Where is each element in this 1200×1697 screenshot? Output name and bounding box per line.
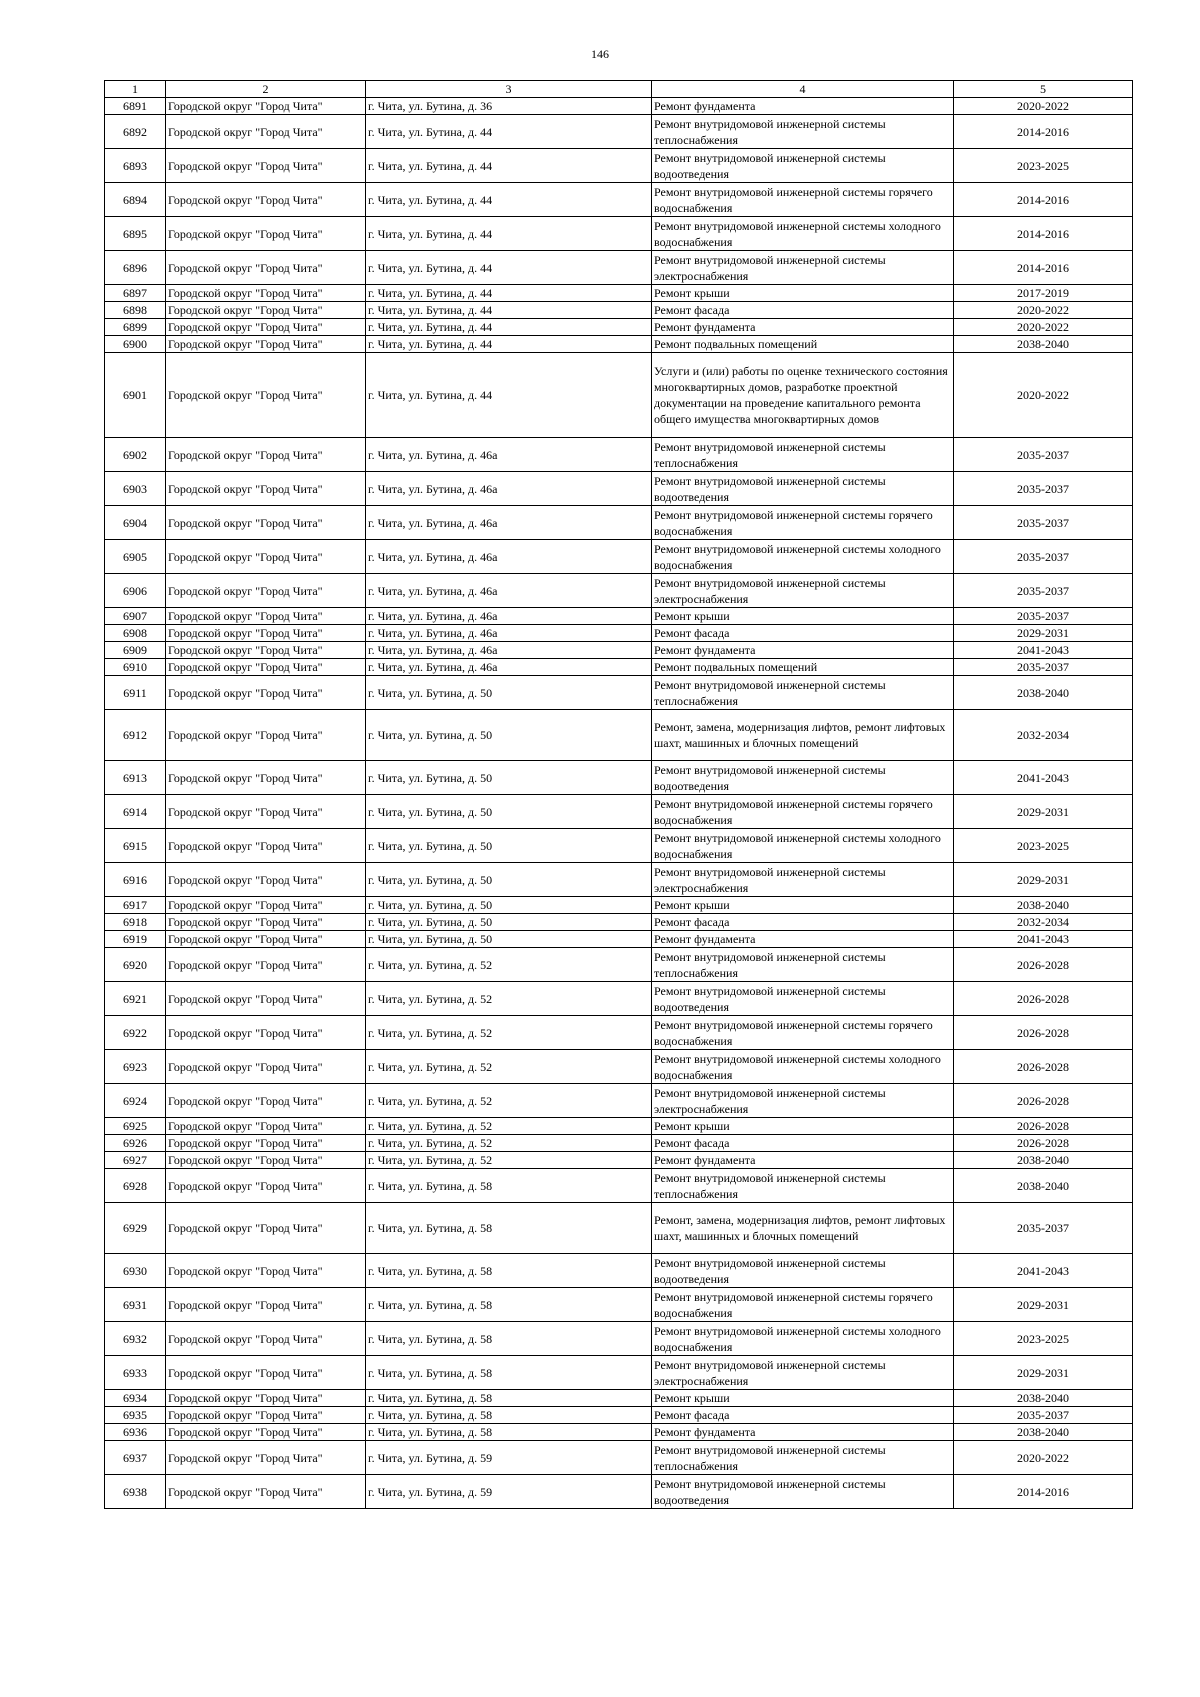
municipality-cell: Городской округ "Город Чита": [166, 1050, 366, 1084]
work-type-cell: Ремонт внутридомовой инженерной системы горячего водоснабжения: [652, 183, 954, 217]
work-type-cell: Ремонт, замена, модернизация лифтов, ремонт лифтовых шахт, машинных и блочных помещений: [652, 1203, 954, 1254]
address-cell: г. Чита, ул. Бутина, д. 46а: [366, 540, 652, 574]
municipality-cell: Городской округ "Город Чита": [166, 251, 366, 285]
row-number: 6914: [105, 795, 166, 829]
municipality-cell: Городской округ "Город Чита": [166, 506, 366, 540]
municipality-cell: Городской округ "Город Чита": [166, 336, 366, 353]
work-type-cell: Ремонт внутридомовой инженерной системы электроснабжения: [652, 251, 954, 285]
work-type-cell: Ремонт внутридомовой инженерной системы теплоснабжения: [652, 676, 954, 710]
table-row: [105, 302, 1133, 319]
column-header-1: 1: [105, 81, 166, 98]
table-row: [105, 1118, 1133, 1135]
address-cell: г. Чита, ул. Бутина, д. 58: [366, 1356, 652, 1390]
address-cell: г. Чита, ул. Бутина, д. 52: [366, 982, 652, 1016]
municipality-cell: Городской округ "Город Чита": [166, 710, 366, 761]
row-number: 6932: [105, 1322, 166, 1356]
table-row: [105, 625, 1133, 642]
work-type-cell: Ремонт внутридомовой инженерной системы теплоснабжения: [652, 115, 954, 149]
period-cell: 2020-2022: [954, 353, 1133, 438]
period-cell: 2023-2025: [954, 829, 1133, 863]
row-number: 6898: [105, 302, 166, 319]
municipality-cell: Городской округ "Город Чита": [166, 1407, 366, 1424]
municipality-cell: Городской округ "Город Чита": [166, 608, 366, 625]
table-row: [105, 98, 1133, 115]
period-cell: 2026-2028: [954, 1118, 1133, 1135]
address-cell: г. Чита, ул. Бутина, д. 46а: [366, 608, 652, 625]
row-number: 6925: [105, 1118, 166, 1135]
municipality-cell: Городской округ "Город Чита": [166, 285, 366, 302]
work-type-cell: Ремонт внутридомовой инженерной системы водоотведения: [652, 149, 954, 183]
table-row: [105, 948, 1133, 982]
municipality-cell: Городской округ "Город Чита": [166, 319, 366, 336]
table-row: [105, 1050, 1133, 1084]
address-cell: г. Чита, ул. Бутина, д. 44: [366, 217, 652, 251]
period-cell: 2029-2031: [954, 795, 1133, 829]
address-cell: г. Чита, ул. Бутина, д. 50: [366, 710, 652, 761]
period-cell: 2035-2037: [954, 540, 1133, 574]
row-number: 6920: [105, 948, 166, 982]
municipality-cell: Городской округ "Город Чита": [166, 1288, 366, 1322]
municipality-cell: Городской округ "Город Чита": [166, 829, 366, 863]
address-cell: г. Чита, ул. Бутина, д. 58: [366, 1288, 652, 1322]
work-type-cell: Ремонт фасада: [652, 1407, 954, 1424]
address-cell: г. Чита, ул. Бутина, д. 46а: [366, 625, 652, 642]
row-number: 6929: [105, 1203, 166, 1254]
address-cell: г. Чита, ул. Бутина, д. 59: [366, 1441, 652, 1475]
address-cell: г. Чита, ул. Бутина, д. 44: [366, 319, 652, 336]
work-type-cell: Ремонт, замена, модернизация лифтов, ремонт лифтовых шахт, машинных и блочных помещений: [652, 710, 954, 761]
table-row: [105, 438, 1133, 472]
period-cell: 2014-2016: [954, 217, 1133, 251]
column-header-3: 3: [366, 81, 652, 98]
row-number: 6936: [105, 1424, 166, 1441]
table-body: [105, 98, 1133, 1509]
address-cell: г. Чита, ул. Бутина, д. 46а: [366, 472, 652, 506]
row-number: 6922: [105, 1016, 166, 1050]
row-number: 6938: [105, 1475, 166, 1509]
address-cell: г. Чита, ул. Бутина, д. 44: [366, 251, 652, 285]
period-cell: 2029-2031: [954, 625, 1133, 642]
work-type-cell: Ремонт внутридомовой инженерной системы теплоснабжения: [652, 1441, 954, 1475]
table-row: [105, 472, 1133, 506]
address-cell: г. Чита, ул. Бутина, д. 52: [366, 948, 652, 982]
table-row: [105, 540, 1133, 574]
address-cell: г. Чита, ул. Бутина, д. 50: [366, 761, 652, 795]
municipality-cell: Городской округ "Город Чита": [166, 1203, 366, 1254]
work-type-cell: Ремонт фасада: [652, 914, 954, 931]
period-cell: 2029-2031: [954, 1356, 1133, 1390]
work-type-cell: Ремонт внутридомовой инженерной системы электроснабжения: [652, 863, 954, 897]
table-header: [105, 81, 1133, 98]
period-cell: 2014-2016: [954, 183, 1133, 217]
column-header-5: 5: [954, 81, 1133, 98]
address-cell: г. Чита, ул. Бутина, д. 59: [366, 1475, 652, 1509]
table-row: [105, 914, 1133, 931]
period-cell: 2023-2025: [954, 149, 1133, 183]
work-type-cell: Ремонт внутридомовой инженерной системы электроснабжения: [652, 1084, 954, 1118]
municipality-cell: Городской округ "Город Чита": [166, 931, 366, 948]
period-cell: 2017-2019: [954, 285, 1133, 302]
work-type-cell: Ремонт внутридомовой инженерной системы водоотведения: [652, 1475, 954, 1509]
municipality-cell: Городской округ "Город Чита": [166, 472, 366, 506]
address-cell: г. Чита, ул. Бутина, д. 50: [366, 914, 652, 931]
row-number: 6934: [105, 1390, 166, 1407]
address-cell: г. Чита, ул. Бутина, д. 36: [366, 98, 652, 115]
work-type-cell: Ремонт внутридомовой инженерной системы водоотведения: [652, 1254, 954, 1288]
table-row: [105, 1288, 1133, 1322]
row-number: 6916: [105, 863, 166, 897]
address-cell: г. Чита, ул. Бутина, д. 50: [366, 931, 652, 948]
address-cell: г. Чита, ул. Бутина, д. 52: [366, 1152, 652, 1169]
table-row: [105, 897, 1133, 914]
table-row: [105, 982, 1133, 1016]
work-type-cell: Ремонт внутридомовой инженерной системы горячего водоснабжения: [652, 1288, 954, 1322]
work-type-cell: Ремонт внутридомовой инженерной системы теплоснабжения: [652, 1169, 954, 1203]
period-cell: 2035-2037: [954, 472, 1133, 506]
municipality-cell: Городской округ "Город Чита": [166, 217, 366, 251]
period-cell: 2026-2028: [954, 982, 1133, 1016]
row-number: 6926: [105, 1135, 166, 1152]
municipality-cell: Городской округ "Город Чита": [166, 897, 366, 914]
work-type-cell: Ремонт внутридомовой инженерной системы теплоснабжения: [652, 438, 954, 472]
row-number: 6923: [105, 1050, 166, 1084]
period-cell: 2026-2028: [954, 1084, 1133, 1118]
period-cell: 2020-2022: [954, 319, 1133, 336]
work-type-cell: Ремонт внутридомовой инженерной системы электроснабжения: [652, 574, 954, 608]
address-cell: г. Чита, ул. Бутина, д. 58: [366, 1322, 652, 1356]
work-type-cell: Ремонт крыши: [652, 1118, 954, 1135]
municipality-cell: Городской округ "Город Чита": [166, 1390, 366, 1407]
table-row: [105, 710, 1133, 761]
row-number: 6893: [105, 149, 166, 183]
work-type-cell: Ремонт крыши: [652, 1390, 954, 1407]
period-cell: 2026-2028: [954, 1016, 1133, 1050]
period-cell: 2038-2040: [954, 676, 1133, 710]
work-type-cell: Ремонт фасада: [652, 625, 954, 642]
period-cell: 2035-2037: [954, 1407, 1133, 1424]
work-type-cell: Ремонт фасада: [652, 302, 954, 319]
address-cell: г. Чита, ул. Бутина, д. 58: [366, 1390, 652, 1407]
row-number: 6902: [105, 438, 166, 472]
row-number: 6904: [105, 506, 166, 540]
municipality-cell: Городской округ "Город Чита": [166, 1084, 366, 1118]
address-cell: г. Чита, ул. Бутина, д. 46а: [366, 659, 652, 676]
table-row: [105, 1322, 1133, 1356]
row-number: 6894: [105, 183, 166, 217]
address-cell: г. Чита, ул. Бутина, д. 50: [366, 795, 652, 829]
row-number: 6921: [105, 982, 166, 1016]
period-cell: 2041-2043: [954, 761, 1133, 795]
table-row: [105, 1169, 1133, 1203]
work-type-cell: Ремонт внутридомовой инженерной системы холодного водоснабжения: [652, 1050, 954, 1084]
municipality-cell: Городской округ "Город Чита": [166, 863, 366, 897]
work-type-cell: Ремонт фундамента: [652, 931, 954, 948]
address-cell: г. Чита, ул. Бутина, д. 46а: [366, 574, 652, 608]
table-row: [105, 642, 1133, 659]
row-number: 6892: [105, 115, 166, 149]
row-number: 6928: [105, 1169, 166, 1203]
address-cell: г. Чита, ул. Бутина, д. 58: [366, 1203, 652, 1254]
row-number: 6891: [105, 98, 166, 115]
page-number: 146: [591, 47, 609, 61]
address-cell: г. Чита, ул. Бутина, д. 44: [366, 302, 652, 319]
period-cell: 2035-2037: [954, 608, 1133, 625]
period-cell: 2014-2016: [954, 115, 1133, 149]
municipality-cell: Городской округ "Город Чита": [166, 1254, 366, 1288]
address-cell: г. Чита, ул. Бутина, д. 44: [366, 353, 652, 438]
address-cell: г. Чита, ул. Бутина, д. 58: [366, 1407, 652, 1424]
period-cell: 2041-2043: [954, 1254, 1133, 1288]
work-type-cell: Ремонт внутридомовой инженерной системы холодного водоснабжения: [652, 217, 954, 251]
work-type-cell: Ремонт внутридомовой инженерной системы водоотведения: [652, 761, 954, 795]
municipality-cell: Городской округ "Город Чита": [166, 1356, 366, 1390]
period-cell: 2038-2040: [954, 336, 1133, 353]
period-cell: 2038-2040: [954, 1152, 1133, 1169]
address-cell: г. Чита, ул. Бутина, д. 50: [366, 897, 652, 914]
period-cell: 2032-2034: [954, 710, 1133, 761]
address-cell: г. Чита, ул. Бутина, д. 58: [366, 1254, 652, 1288]
table-row: [105, 1084, 1133, 1118]
period-cell: 2014-2016: [954, 251, 1133, 285]
period-cell: 2029-2031: [954, 1288, 1133, 1322]
row-number: 6896: [105, 251, 166, 285]
work-type-cell: Ремонт внутридомовой инженерной системы электроснабжения: [652, 1356, 954, 1390]
address-cell: г. Чита, ул. Бутина, д. 44: [366, 183, 652, 217]
row-number: 6930: [105, 1254, 166, 1288]
row-number: 6905: [105, 540, 166, 574]
period-cell: 2032-2034: [954, 914, 1133, 931]
municipality-cell: Городской округ "Город Чита": [166, 149, 366, 183]
municipality-cell: Городской округ "Город Чита": [166, 540, 366, 574]
address-cell: г. Чита, ул. Бутина, д. 52: [366, 1135, 652, 1152]
row-number: 6895: [105, 217, 166, 251]
address-cell: г. Чита, ул. Бутина, д. 58: [366, 1169, 652, 1203]
row-number: 6937: [105, 1441, 166, 1475]
row-number: 6897: [105, 285, 166, 302]
table-row: [105, 336, 1133, 353]
period-cell: 2014-2016: [954, 1475, 1133, 1509]
address-cell: г. Чита, ул. Бутина, д. 46а: [366, 438, 652, 472]
work-type-cell: Ремонт фундамента: [652, 1424, 954, 1441]
work-type-cell: Ремонт фасада: [652, 1135, 954, 1152]
period-cell: 2026-2028: [954, 1135, 1133, 1152]
period-cell: 2029-2031: [954, 863, 1133, 897]
work-type-cell: Ремонт внутридомовой инженерной системы холодного водоснабжения: [652, 829, 954, 863]
work-type-cell: Ремонт внутридомовой инженерной системы горячего водоснабжения: [652, 1016, 954, 1050]
table-row: [105, 115, 1133, 149]
table-row: [105, 1152, 1133, 1169]
table-row: [105, 319, 1133, 336]
work-type-cell: Ремонт фундамента: [652, 98, 954, 115]
row-number: 6907: [105, 608, 166, 625]
row-number: 6933: [105, 1356, 166, 1390]
table-row: [105, 285, 1133, 302]
table-row: [105, 863, 1133, 897]
repair-schedule-table: [104, 80, 1133, 1509]
municipality-cell: Городской округ "Город Чита": [166, 1441, 366, 1475]
row-number: 6911: [105, 676, 166, 710]
row-number: 6931: [105, 1288, 166, 1322]
row-number: 6915: [105, 829, 166, 863]
table-row: [105, 251, 1133, 285]
row-number: 6918: [105, 914, 166, 931]
row-number: 6913: [105, 761, 166, 795]
address-cell: г. Чита, ул. Бутина, д. 44: [366, 285, 652, 302]
header-row: [105, 81, 1133, 98]
row-number: 6899: [105, 319, 166, 336]
table-row: [105, 149, 1133, 183]
row-number: 6908: [105, 625, 166, 642]
period-cell: 2038-2040: [954, 897, 1133, 914]
municipality-cell: Городской округ "Город Чита": [166, 761, 366, 795]
address-cell: г. Чита, ул. Бутина, д. 44: [366, 149, 652, 183]
work-type-cell: Ремонт подвальных помещений: [652, 659, 954, 676]
table-row: [105, 1254, 1133, 1288]
address-cell: г. Чита, ул. Бутина, д. 44: [366, 336, 652, 353]
municipality-cell: Городской округ "Город Чита": [166, 1135, 366, 1152]
address-cell: г. Чита, ул. Бутина, д. 46а: [366, 506, 652, 540]
municipality-cell: Городской округ "Город Чита": [166, 676, 366, 710]
table-row: [105, 506, 1133, 540]
work-type-cell: Ремонт крыши: [652, 897, 954, 914]
address-cell: г. Чита, ул. Бутина, д. 58: [366, 1424, 652, 1441]
period-cell: 2038-2040: [954, 1390, 1133, 1407]
period-cell: 2020-2022: [954, 1441, 1133, 1475]
work-type-cell: Ремонт внутридомовой инженерной системы теплоснабжения: [652, 948, 954, 982]
row-number: 6935: [105, 1407, 166, 1424]
table-row: [105, 1407, 1133, 1424]
address-cell: г. Чита, ул. Бутина, д. 50: [366, 829, 652, 863]
municipality-cell: Городской округ "Город Чита": [166, 642, 366, 659]
work-type-cell: Ремонт фундамента: [652, 642, 954, 659]
row-number: 6912: [105, 710, 166, 761]
municipality-cell: Городской округ "Город Чита": [166, 948, 366, 982]
municipality-cell: Городской округ "Город Чита": [166, 914, 366, 931]
municipality-cell: Городской округ "Город Чита": [166, 98, 366, 115]
period-cell: 2041-2043: [954, 931, 1133, 948]
column-header-4: 4: [652, 81, 954, 98]
municipality-cell: Городской округ "Город Чита": [166, 574, 366, 608]
period-cell: 2038-2040: [954, 1169, 1133, 1203]
period-cell: 2035-2037: [954, 574, 1133, 608]
table-row: [105, 574, 1133, 608]
municipality-cell: Городской округ "Город Чита": [166, 625, 366, 642]
period-cell: 2026-2028: [954, 948, 1133, 982]
row-number: 6909: [105, 642, 166, 659]
work-type-cell: Ремонт внутридомовой инженерной системы горячего водоснабжения: [652, 506, 954, 540]
municipality-cell: Городской округ "Город Чита": [166, 1016, 366, 1050]
work-type-cell: Ремонт внутридомовой инженерной системы водоотведения: [652, 982, 954, 1016]
table-row: [105, 1203, 1133, 1254]
address-cell: г. Чита, ул. Бутина, д. 44: [366, 115, 652, 149]
period-cell: 2023-2025: [954, 1322, 1133, 1356]
municipality-cell: Городской округ "Город Чита": [166, 438, 366, 472]
row-number: 6900: [105, 336, 166, 353]
municipality-cell: Городской округ "Город Чита": [166, 795, 366, 829]
table-row: [105, 795, 1133, 829]
municipality-cell: Городской округ "Город Чита": [166, 1475, 366, 1509]
address-cell: г. Чита, ул. Бутина, д. 50: [366, 676, 652, 710]
row-number: 6927: [105, 1152, 166, 1169]
period-cell: 2035-2037: [954, 1203, 1133, 1254]
table-row: [105, 761, 1133, 795]
work-type-cell: Ремонт крыши: [652, 285, 954, 302]
work-type-cell: Ремонт внутридомовой инженерной системы водоотведения: [652, 472, 954, 506]
work-type-cell: Услуги и (или) работы по оценке технического состояния многоквартирных домов, разработке проектной документации на проведение капитального ремонта общего имущества многоквартирных домов: [652, 353, 954, 438]
table-row: [105, 1390, 1133, 1407]
municipality-cell: Городской округ "Город Чита": [166, 353, 366, 438]
address-cell: г. Чита, ул. Бутина, д. 52: [366, 1084, 652, 1118]
table-row: [105, 217, 1133, 251]
table-row: [105, 1016, 1133, 1050]
period-cell: 2041-2043: [954, 642, 1133, 659]
row-number: 6924: [105, 1084, 166, 1118]
work-type-cell: Ремонт фундамента: [652, 319, 954, 336]
period-cell: 2035-2037: [954, 659, 1133, 676]
municipality-cell: Городской округ "Город Чита": [166, 1152, 366, 1169]
address-cell: г. Чита, ул. Бутина, д. 52: [366, 1016, 652, 1050]
table-row: [105, 1441, 1133, 1475]
table-row: [105, 676, 1133, 710]
period-cell: 2035-2037: [954, 438, 1133, 472]
period-cell: 2035-2037: [954, 506, 1133, 540]
municipality-cell: Городской округ "Город Чита": [166, 302, 366, 319]
municipality-cell: Городской округ "Город Чита": [166, 183, 366, 217]
table-row: [105, 608, 1133, 625]
work-type-cell: Ремонт крыши: [652, 608, 954, 625]
work-type-cell: Ремонт внутридомовой инженерной системы холодного водоснабжения: [652, 540, 954, 574]
municipality-cell: Городской округ "Город Чита": [166, 982, 366, 1016]
municipality-cell: Городской округ "Город Чита": [166, 115, 366, 149]
municipality-cell: Городской округ "Город Чита": [166, 659, 366, 676]
table-row: [105, 1475, 1133, 1509]
address-cell: г. Чита, ул. Бутина, д. 50: [366, 863, 652, 897]
municipality-cell: Городской округ "Город Чита": [166, 1118, 366, 1135]
period-cell: 2020-2022: [954, 302, 1133, 319]
address-cell: г. Чита, ул. Бутина, д. 46а: [366, 642, 652, 659]
column-header-2: 2: [166, 81, 366, 98]
row-number: 6906: [105, 574, 166, 608]
table-row: [105, 353, 1133, 438]
table-row: [105, 931, 1133, 948]
municipality-cell: Городской округ "Город Чита": [166, 1169, 366, 1203]
period-cell: 2026-2028: [954, 1050, 1133, 1084]
table-row: [105, 1135, 1133, 1152]
row-number: 6910: [105, 659, 166, 676]
table-row: [105, 1356, 1133, 1390]
municipality-cell: Городской округ "Город Чита": [166, 1322, 366, 1356]
work-type-cell: Ремонт внутридомовой инженерной системы холодного водоснабжения: [652, 1322, 954, 1356]
work-type-cell: Ремонт внутридомовой инженерной системы горячего водоснабжения: [652, 795, 954, 829]
work-type-cell: Ремонт подвальных помещений: [652, 336, 954, 353]
row-number: 6917: [105, 897, 166, 914]
row-number: 6919: [105, 931, 166, 948]
table-row: [105, 829, 1133, 863]
row-number: 6901: [105, 353, 166, 438]
table-row: [105, 1424, 1133, 1441]
municipality-cell: Городской округ "Город Чита": [166, 1424, 366, 1441]
address-cell: г. Чита, ул. Бутина, д. 52: [366, 1118, 652, 1135]
address-cell: г. Чита, ул. Бутина, д. 52: [366, 1050, 652, 1084]
period-cell: 2038-2040: [954, 1424, 1133, 1441]
work-type-cell: Ремонт фундамента: [652, 1152, 954, 1169]
period-cell: 2020-2022: [954, 98, 1133, 115]
row-number: 6903: [105, 472, 166, 506]
table-row: [105, 183, 1133, 217]
table-row: [105, 659, 1133, 676]
